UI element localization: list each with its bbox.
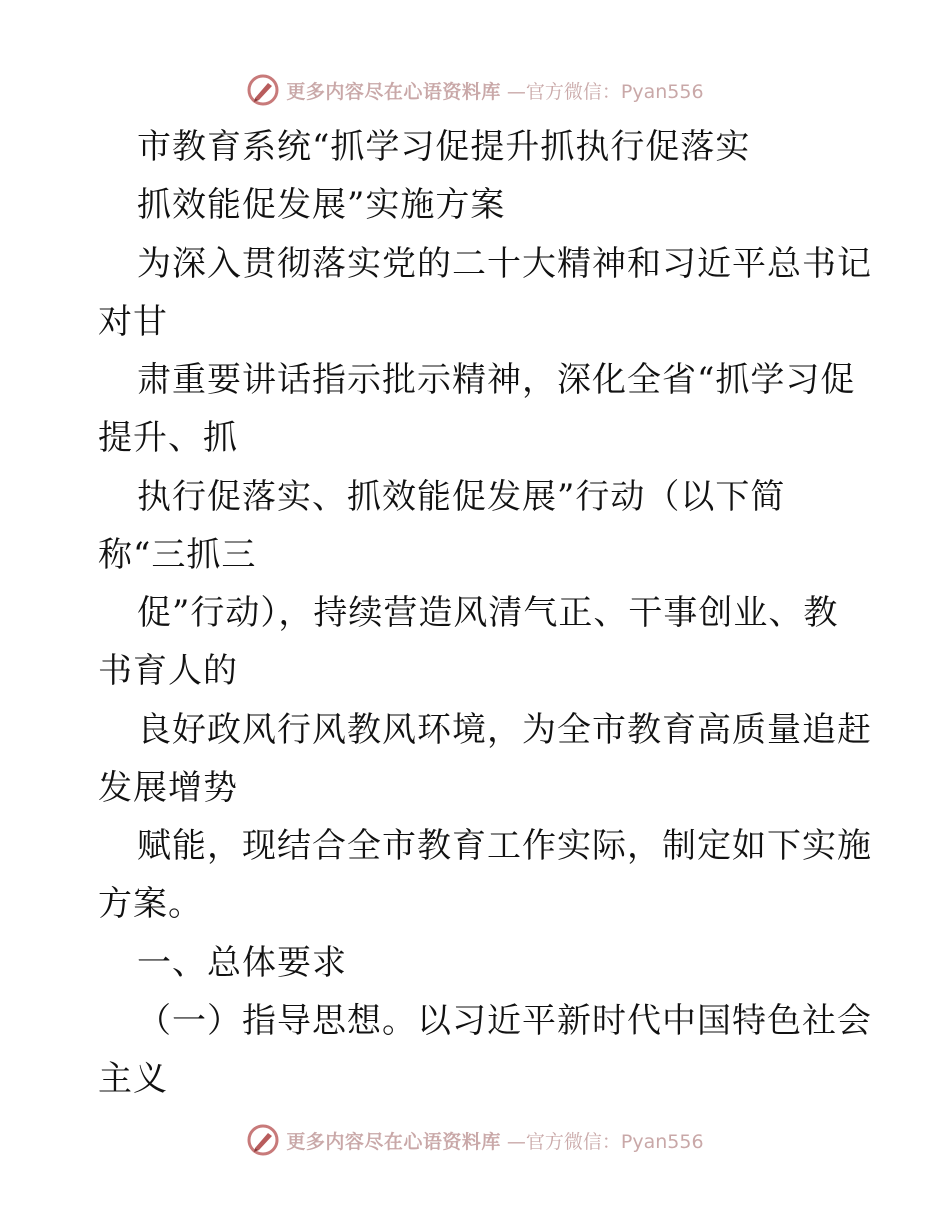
paragraph-line: 主义 xyxy=(98,1059,168,1099)
paragraph-line: 提升、抓 xyxy=(98,418,238,458)
title-line-2: 抓效能促发展”实施方案 xyxy=(137,185,506,225)
footer-watermark xyxy=(0,1120,950,1160)
paragraph-line: 为深入贯彻落实党的二十大精神和习近平总书记 xyxy=(137,244,872,284)
paragraph-line: 称“三抓三 xyxy=(98,535,257,575)
paragraph-line: 执行促落实、抓效能促发展”行动（以下简 xyxy=(137,477,786,517)
paragraph-line: 良好政风行风教风环境，为全市教育高质量追赶 xyxy=(137,710,872,750)
paragraph-line: 发展增势 xyxy=(98,768,238,808)
watermark-wechat: —官方微信：Pyan556 xyxy=(506,1130,704,1153)
title-line-1: 市教育系统“抓学习促提升抓执行促落实 xyxy=(137,127,751,167)
paragraph-line: 促”行动），持续营造风清气正、干事创业、教 xyxy=(137,593,839,633)
paragraph-line: 肃重要讲话指示批示精神，深化全省“抓学习促 xyxy=(137,360,856,400)
watermark-text: 更多内容尽在心语资料库 xyxy=(286,1130,501,1153)
paragraph-line: 书育人的 xyxy=(98,651,238,691)
paragraph-line: （一）指导思想。以习近平新时代中国特色社会 xyxy=(137,1001,872,1041)
section-heading: 一、总体要求 xyxy=(137,943,347,983)
paragraph-line: 对甘 xyxy=(98,302,168,342)
pen-logo-icon xyxy=(246,1123,280,1157)
paragraph-line: 方案。 xyxy=(98,884,203,924)
watermark-wechat: —官方微信：Pyan556 xyxy=(506,80,704,103)
watermark-text: 更多内容尽在心语资料库 xyxy=(286,80,501,103)
paragraph-line: 赋能，现结合全市教育工作实际，制定如下实施 xyxy=(137,826,872,866)
